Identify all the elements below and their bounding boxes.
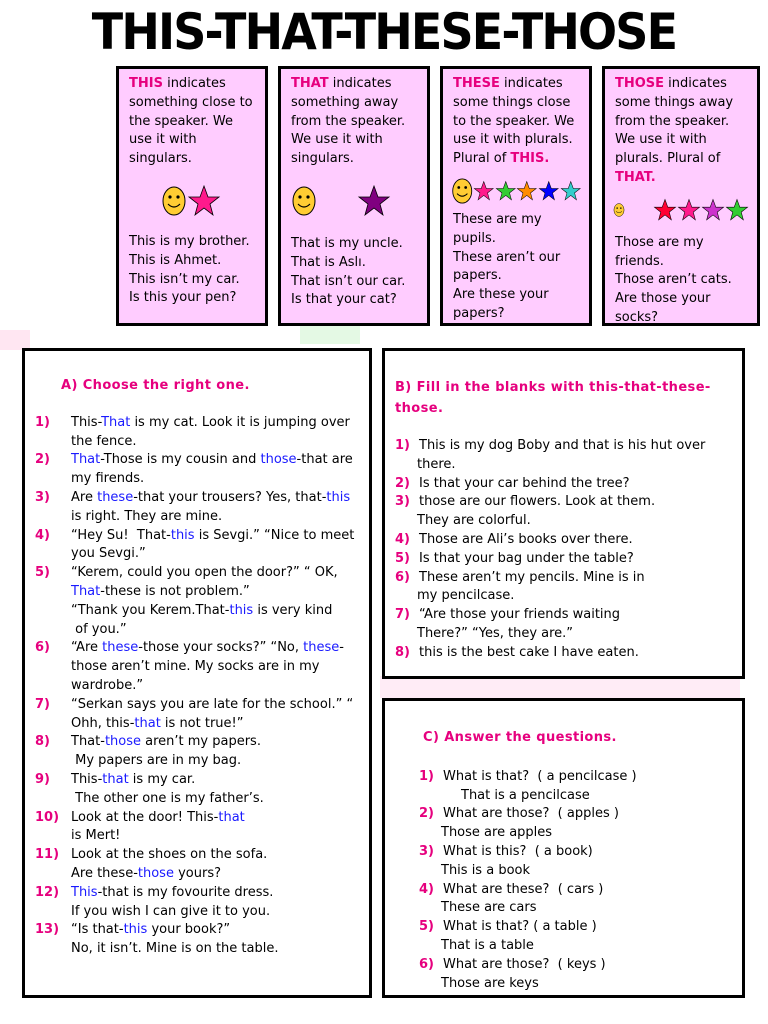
line-text: Are these- (71, 865, 138, 881)
decorative-pixels (0, 330, 30, 350)
item-number: 2) (395, 475, 410, 491)
example-sentence: These aren’t our (453, 249, 561, 265)
line-text: is my cat. Look it is jumping over (130, 414, 350, 430)
exercise-item (35, 771, 361, 809)
answer-word: that (134, 715, 161, 731)
example-sentence: pupils. (453, 230, 496, 246)
item-line: Those are Ali’s books over there. (419, 531, 633, 547)
exercise-item (395, 475, 732, 494)
item-number: 2) (35, 452, 50, 468)
answer-word: that (218, 809, 245, 825)
item-line (71, 903, 361, 922)
line-text: - (339, 640, 344, 656)
line-text: wardrobe.” (71, 677, 144, 693)
line-text: yours? (173, 865, 221, 881)
card-examples (291, 235, 419, 310)
item-number: 1) (35, 414, 50, 430)
item-number: 3) (419, 843, 434, 859)
item-line (71, 809, 361, 828)
line-text: “Are (71, 640, 103, 656)
item-number: 3) (35, 489, 50, 505)
example-sentence: That isn’t our car. (291, 273, 406, 289)
line-text: your book?” (147, 922, 231, 938)
line-text: my firends. (71, 471, 145, 487)
line-text: aren’t my papers. (141, 734, 261, 750)
card-description: THOSE indicates some things away from the speaker. We use it with plurals. Plural of THAT. (615, 76, 734, 185)
star-icon (725, 196, 749, 224)
answer-word: this (326, 489, 351, 505)
answer-word: these (97, 489, 134, 505)
line-text: is Sevgi.” “Nice to meet (194, 527, 355, 543)
card-description: THIS indicates something close to the speaker. We use it with singulars. (129, 76, 253, 167)
example-sentence: friends. (615, 253, 664, 269)
item-line: Is that your bag under the table? (419, 550, 634, 566)
exercise-item (395, 606, 732, 644)
line-text: Ohh, this- (71, 715, 135, 731)
item-line: this is the best cake I have eaten. (419, 644, 639, 660)
question-text: What are those? ( apples ) (443, 806, 619, 822)
section-b-title: B) Fill in the blanks with this-that-these-those. (395, 380, 711, 416)
decorative-pixels (380, 676, 740, 698)
answer-word: That (71, 583, 101, 599)
star-icon (560, 177, 582, 205)
example-sentence: Those aren’t cats. (615, 272, 732, 288)
line-text: the fence. (71, 433, 137, 449)
item-line: These aren’t my pencils. Mine is in (419, 569, 645, 585)
smiley-icon (451, 176, 473, 206)
line-text: is Mert! (71, 828, 121, 844)
exercise-item (35, 884, 361, 922)
item-number: 5) (419, 919, 434, 935)
example-sentence: Is that your cat? (291, 292, 397, 308)
card-keyword: THOSE (615, 76, 665, 91)
line-text: This- (71, 771, 103, 787)
item-line (71, 940, 361, 959)
question-item (419, 918, 732, 956)
item-line (71, 508, 361, 527)
line-text: of you.” (71, 621, 127, 637)
item-line (71, 865, 361, 884)
answer-word: those (260, 452, 297, 468)
exercise-item (35, 414, 361, 452)
answer-word: those (104, 734, 141, 750)
item-line (71, 583, 361, 602)
item-number: 11) (35, 847, 60, 863)
answer-text: That is a pencilcase (461, 787, 590, 803)
item-line (71, 545, 361, 564)
card-keyword: THIS (129, 76, 163, 91)
item-number: 5) (35, 565, 50, 581)
example-sentence: papers? (453, 305, 505, 321)
item-number: 12) (35, 884, 60, 900)
star-icon (187, 184, 221, 218)
star-icon (495, 177, 517, 205)
item-line (71, 827, 361, 846)
item-line: there. (417, 456, 456, 472)
section-b-box (382, 348, 745, 679)
card-icons (451, 171, 581, 211)
item-number: 1) (395, 438, 410, 453)
example-sentence: These are my (453, 211, 542, 227)
page-title: THIS-THAT-THESE-THOSE (91, 3, 677, 61)
question-item (419, 956, 732, 994)
exercise-item (35, 921, 361, 959)
item-number: 1) (419, 768, 434, 784)
answer-word: those (137, 865, 174, 881)
line-text: is very kind (253, 602, 333, 618)
exercise-item (35, 696, 361, 734)
exercise-item (35, 564, 361, 639)
item-line (71, 451, 361, 470)
answer-word: That (101, 414, 131, 430)
example-sentence: That is Aslı. (291, 254, 366, 270)
item-line: This is my dog Boby and that is his hut over (419, 438, 706, 453)
item-line (71, 752, 361, 771)
line-text: -that your trousers? Yes, that- (133, 489, 327, 505)
item-line: my pencilcase. (417, 588, 515, 604)
line-text: -Those is my cousin and (100, 452, 261, 468)
line-text: -that is my fovourite dress. (97, 884, 274, 900)
exercise-item (395, 644, 732, 663)
question-text: What is that? ( a table ) (443, 919, 597, 935)
line-text: “Kerem, could you open the door?” “ OK, (71, 565, 338, 581)
item-number: 6) (35, 640, 50, 656)
card-description: THESE indicates some things close to the speaker. We use it with plurals. Plural of THIS. (453, 76, 575, 167)
line-text: Look at the door! This- (71, 809, 219, 825)
smiley-icon (291, 185, 317, 217)
card-those (602, 66, 760, 326)
example-sentence: This isn’t my car. (129, 271, 240, 287)
item-line: those are our flowers. Look at them. (419, 494, 656, 510)
item-line (71, 696, 361, 715)
section-a-box (22, 348, 372, 998)
line-text: The other one is my father’s. (71, 790, 264, 806)
item-line (71, 470, 361, 489)
answer-word: this (170, 527, 195, 543)
card-examples (129, 233, 257, 308)
example-sentence: Are these your (453, 287, 549, 303)
item-number: 5) (395, 550, 410, 566)
card-description: THAT indicates something away from the speaker. We use it with singulars. (291, 76, 406, 167)
question-item (419, 881, 732, 919)
exercise-item (395, 550, 732, 569)
example-sentence: That is my uncle. (291, 235, 403, 251)
item-line (71, 564, 361, 583)
answer-text: Those are keys (441, 975, 539, 991)
item-line (71, 602, 361, 621)
line-text: No, it isn’t. Mine is on the table. (71, 941, 279, 957)
star-icon (538, 177, 560, 205)
item-line (71, 790, 361, 809)
answer-text: Those are apples (441, 825, 553, 841)
line-text: My papers are in my bag. (71, 753, 242, 769)
line-text: Look at the shoes on the sofa. (71, 847, 268, 863)
item-line (71, 771, 361, 790)
item-line (71, 433, 361, 452)
question-text: What is this? ( a book) (443, 843, 593, 859)
card-this (116, 66, 268, 326)
item-number: 6) (395, 569, 410, 585)
exercise-item (35, 846, 361, 884)
exercise-item (395, 437, 732, 475)
line-text: is right. They are mine. (71, 508, 223, 524)
item-number: 9) (35, 771, 50, 787)
exercise-item (35, 527, 361, 565)
item-number: 13) (35, 922, 60, 938)
line-text: “Hey Su! That- (71, 527, 171, 543)
card-these (440, 66, 592, 326)
item-line (71, 715, 361, 734)
question-text: What are those? ( keys ) (443, 956, 606, 972)
exercise-item (395, 569, 732, 607)
star-icon (677, 196, 701, 224)
exercise-item (395, 493, 732, 531)
item-line: Is that your car behind the tree? (419, 475, 630, 491)
answer-word: this (229, 602, 254, 618)
exercise-item (35, 489, 361, 527)
card-examples (615, 234, 749, 328)
answer-text: That is a table (441, 937, 534, 953)
item-line: They are colorful. (417, 513, 531, 529)
card-that (278, 66, 430, 326)
line-text: is not true!” (160, 715, 244, 731)
item-line (71, 733, 361, 752)
line-text: those aren’t mine. My socks are in my (71, 659, 320, 675)
exercise-item (35, 733, 361, 771)
smiley-icon (613, 195, 625, 225)
item-number: 7) (395, 607, 410, 623)
item-line: There?” “Yes, they are.” (417, 625, 574, 641)
item-number: 8) (35, 734, 50, 750)
question-text: What is that? ( a pencilcase ) (443, 768, 637, 784)
exercise-item (35, 639, 361, 695)
line-text: Are (71, 489, 98, 505)
section-a-list (35, 414, 361, 959)
star-icon (357, 184, 391, 218)
item-number: 7) (35, 696, 50, 712)
card-icons (161, 177, 257, 225)
star-icon (473, 177, 495, 205)
item-line (71, 621, 361, 640)
card-icons (613, 190, 749, 230)
section-c-list (419, 768, 732, 994)
answer-text: This is a book (441, 862, 531, 878)
example-sentence: This is my brother. (129, 233, 250, 249)
line-text: you Sevgi.” (71, 546, 146, 562)
answer-word: This (71, 884, 98, 900)
example-sentence: papers. (453, 268, 502, 284)
item-number: 4) (35, 527, 50, 543)
example-sentence: Those are my (615, 234, 704, 250)
item-line (71, 884, 361, 903)
example-sentence: Are those your (615, 291, 711, 307)
smiley-icon (161, 185, 187, 217)
section-c-box (382, 698, 745, 998)
item-line (71, 414, 361, 433)
item-number: 3) (395, 494, 410, 510)
item-number: 4) (419, 881, 434, 897)
item-line (71, 921, 361, 940)
line-text: “Thank you Kerem.That- (71, 602, 230, 618)
item-line: “Are those your friends waiting (419, 607, 621, 623)
answer-word: these (102, 640, 139, 656)
line-text: is my car. (128, 771, 196, 787)
item-number: 6) (419, 956, 434, 972)
star-icon (516, 177, 538, 205)
line-text: If you wish I can give it to you. (71, 903, 271, 919)
item-line (71, 489, 361, 508)
card-keyword: THAT (291, 76, 329, 91)
question-item (419, 805, 732, 843)
section-a-title: A) Choose the right one. (61, 378, 250, 393)
example-sentence: This is Ahmet. (129, 252, 222, 268)
answer-word: that (102, 771, 129, 787)
question-item (419, 843, 732, 881)
line-text: This- (71, 414, 102, 430)
example-sentence: Is this your pen? (129, 290, 237, 306)
item-line (71, 846, 361, 865)
question-item (419, 768, 732, 806)
item-line (71, 639, 361, 658)
item-line (71, 677, 361, 696)
line-text: -that are (296, 452, 353, 468)
example-sentence: socks? (615, 309, 659, 325)
section-b-list (395, 437, 732, 663)
line-text: “Is that- (71, 922, 124, 938)
section-c-title: C) Answer the questions. (423, 730, 617, 745)
answer-word: this (123, 922, 148, 938)
exercise-item (35, 809, 361, 847)
line-text: -those your socks?” “No, (138, 640, 304, 656)
item-line (71, 658, 361, 677)
answer-word: That (71, 452, 101, 468)
exercise-item (35, 451, 361, 489)
line-text: “Serkan says you are late for the school.” “ (71, 696, 354, 712)
question-text: What are these? ( cars ) (443, 881, 604, 897)
answer-text: These are cars (441, 900, 537, 916)
item-number: 2) (419, 806, 434, 822)
card-icons (291, 177, 419, 225)
item-number: 4) (395, 531, 410, 547)
answer-word: these (303, 640, 340, 656)
line-text: -these is not problem.” (100, 583, 250, 599)
star-icon (701, 196, 725, 224)
item-number: 10) (35, 809, 60, 825)
card-examples (453, 211, 581, 324)
card-keyword: THESE (453, 76, 500, 91)
exercise-item (395, 531, 732, 550)
item-number: 8) (395, 644, 410, 660)
item-line (71, 527, 361, 546)
line-text: That- (71, 734, 105, 750)
star-icon (653, 196, 677, 224)
